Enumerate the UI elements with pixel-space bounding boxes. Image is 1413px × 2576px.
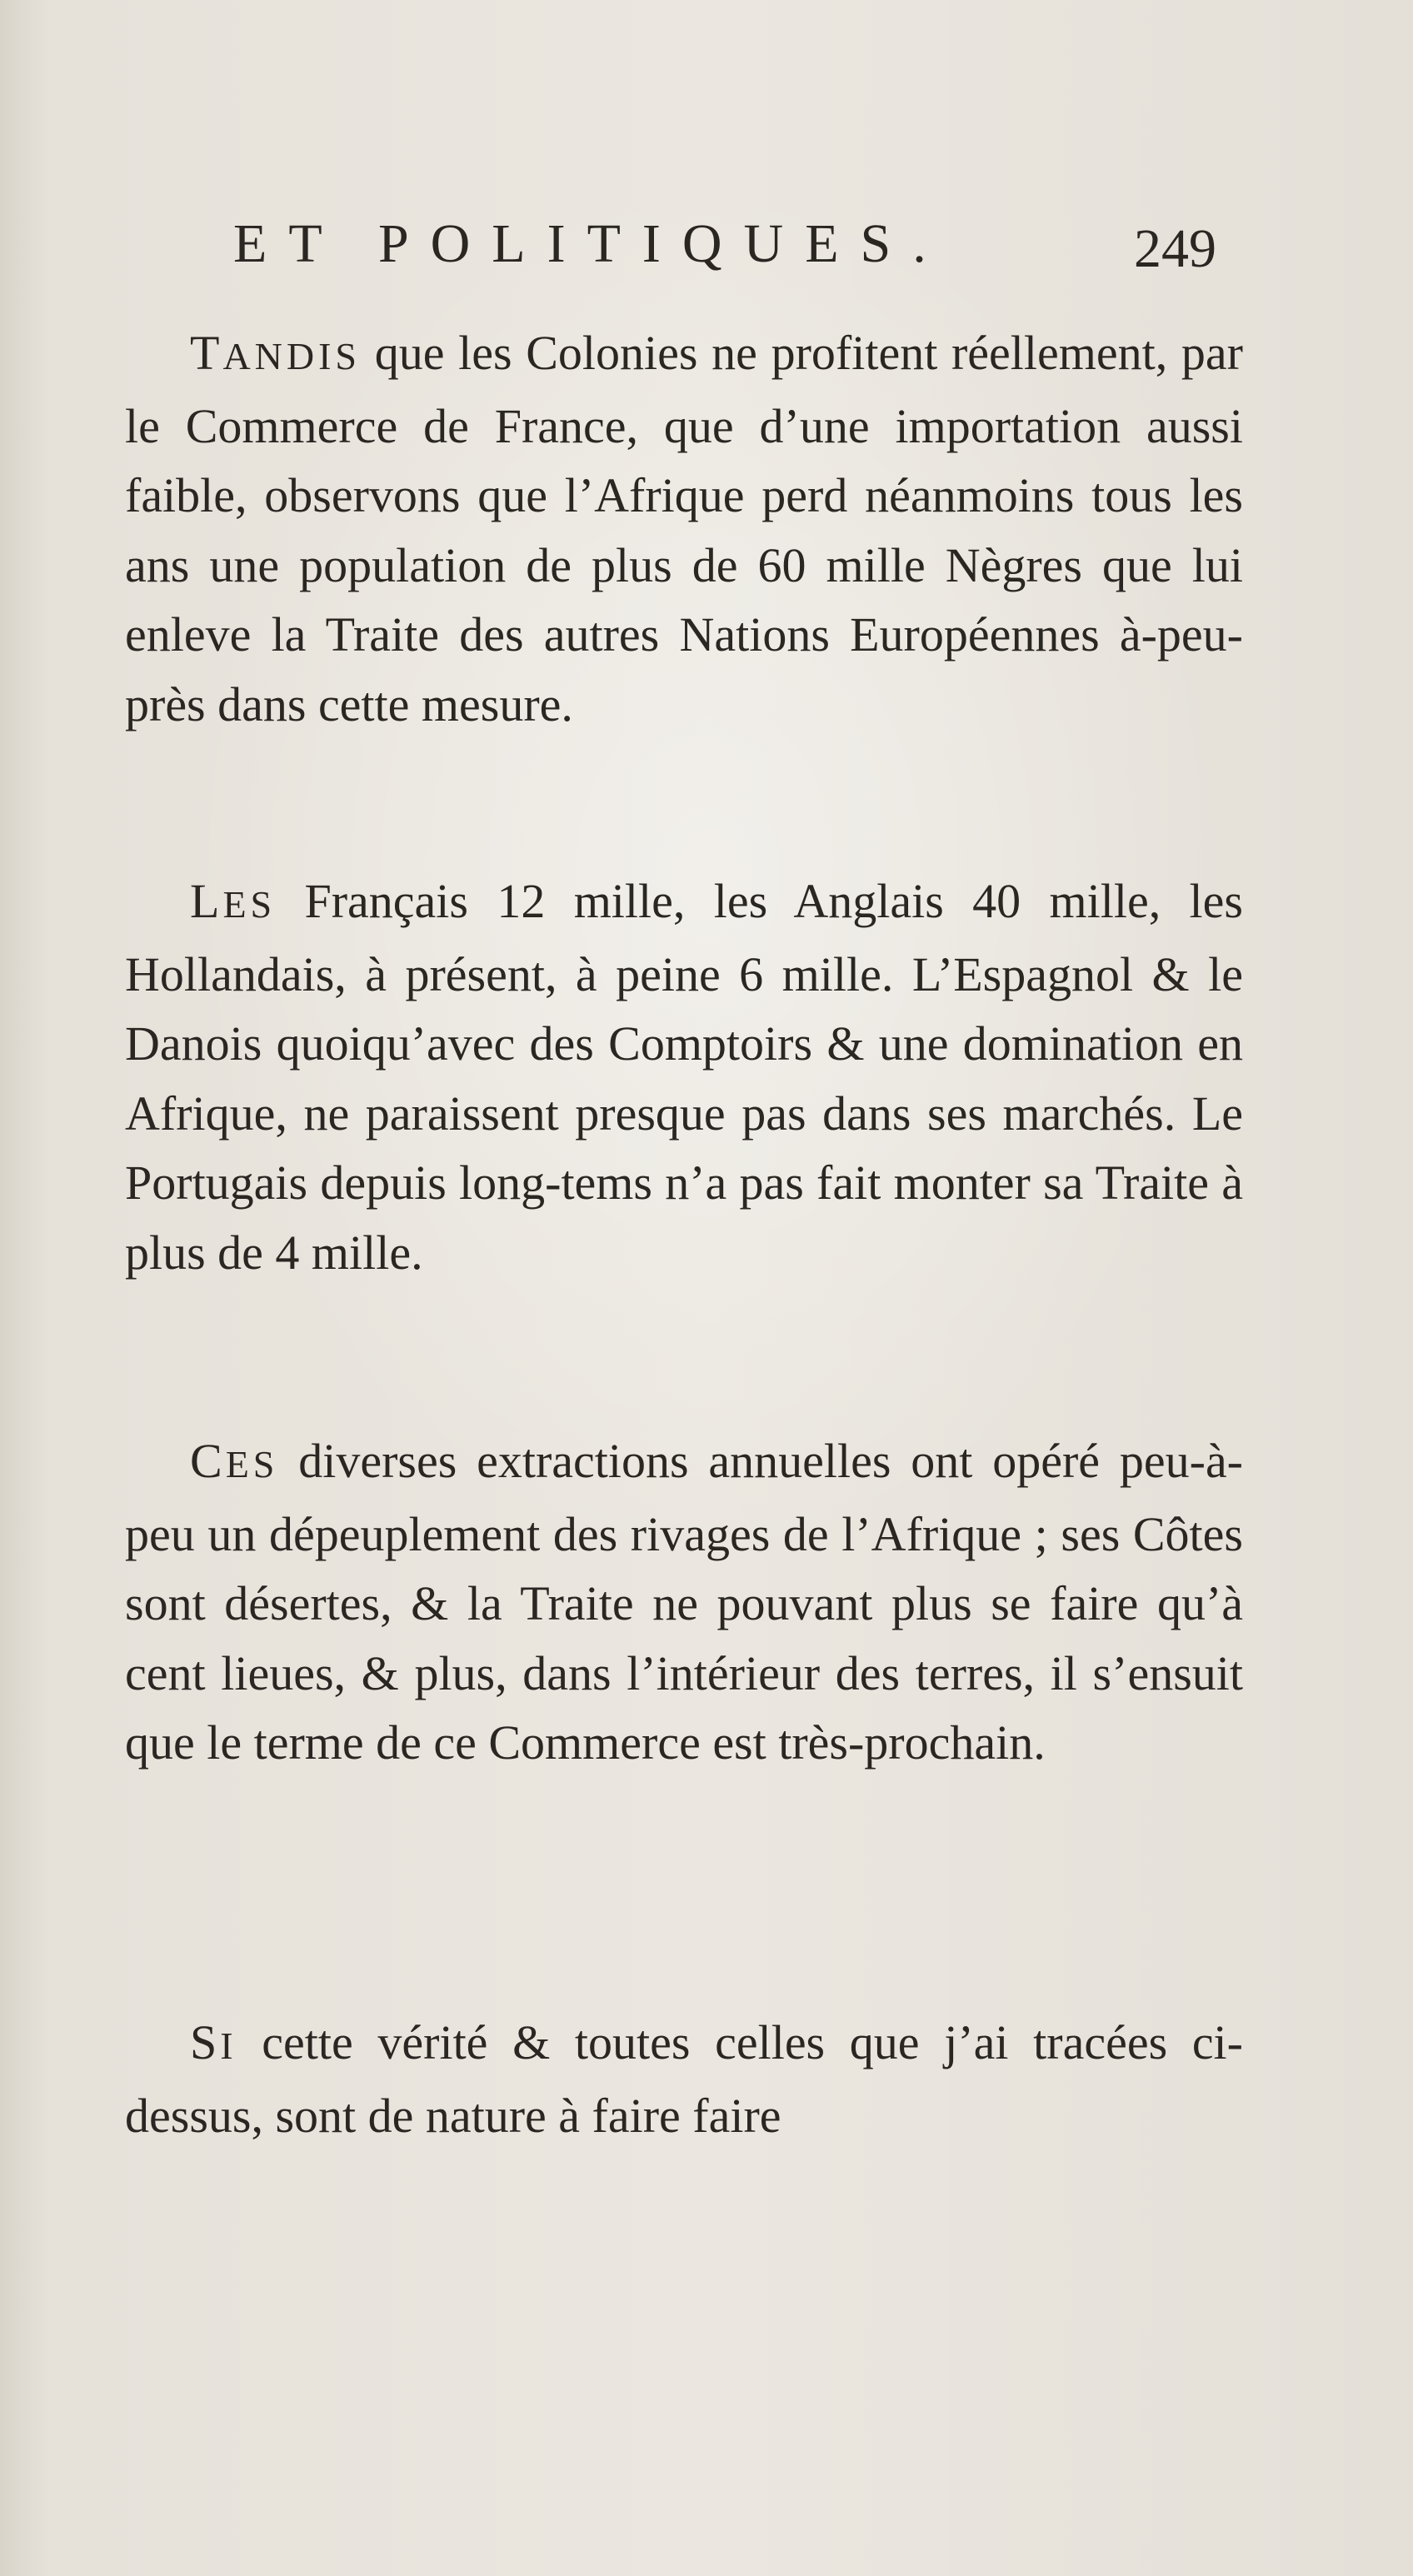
paragraph-1-lead: T — [190, 326, 223, 380]
paragraph-2 — [125, 866, 1243, 1287]
paragraph-3-lead: C — [190, 1434, 226, 1488]
paragraph-4 — [125, 2008, 1243, 2150]
running-head — [233, 207, 1216, 282]
paragraph-3-lead-rest: ES — [225, 1443, 279, 1485]
paragraph-3 — [125, 1426, 1243, 1778]
paragraph-2-lead: L — [190, 874, 223, 928]
paragraph-4-lead-rest: I — [220, 2024, 237, 2067]
running-title: ET POLITIQUES. — [233, 213, 948, 274]
paragraph-1-text: que les Colonies ne profitent réellement, par le Commerce de France, que d’une importation aussi faible, observons que l’Afrique perd néanmoins tous les ans une population de plus de 60 mille Nègres que lui enleve la Traite des autres Nations Européennes à-peu-près dans cette mesure. — [125, 326, 1243, 731]
paragraph-2-lead-rest: ES — [222, 883, 277, 926]
page-number: 249 — [1134, 218, 1216, 279]
paragraph-1-lead-rest: ANDIS — [222, 335, 361, 377]
paragraph-4-text: cette vérité & toutes celles que j’ai tracées ci-dessus, sont de nature à faire faire — [125, 2015, 1243, 2143]
paragraph-2-text: Français 12 mille, les Anglais 40 mille, les Hollandais, à présent, à peine 6 mille. L’Espagnol & le Danois quoiqu’avec des Comptoirs & une domination en Afrique, ne paraissent presque pas dans ses marchés. Le Portugais depuis long-tems n’a pas fait monter sa Traite à plus de 4 mille. — [125, 874, 1243, 1280]
paragraph-4-lead: S — [190, 2015, 221, 2069]
paragraph-1 — [125, 318, 1243, 739]
paragraph-3-text: diverses extractions annuelles ont opéré peu-à-peu un dépeuplement des rivages de l’Afrique ; ses Côtes sont désertes, & la Traite ne pouvant plus se faire qu’à cent lieues, & plus, dans l’intérieur des terres, il s’ensuit que le terme de ce Commerce est très-prochain. — [125, 1434, 1243, 1770]
